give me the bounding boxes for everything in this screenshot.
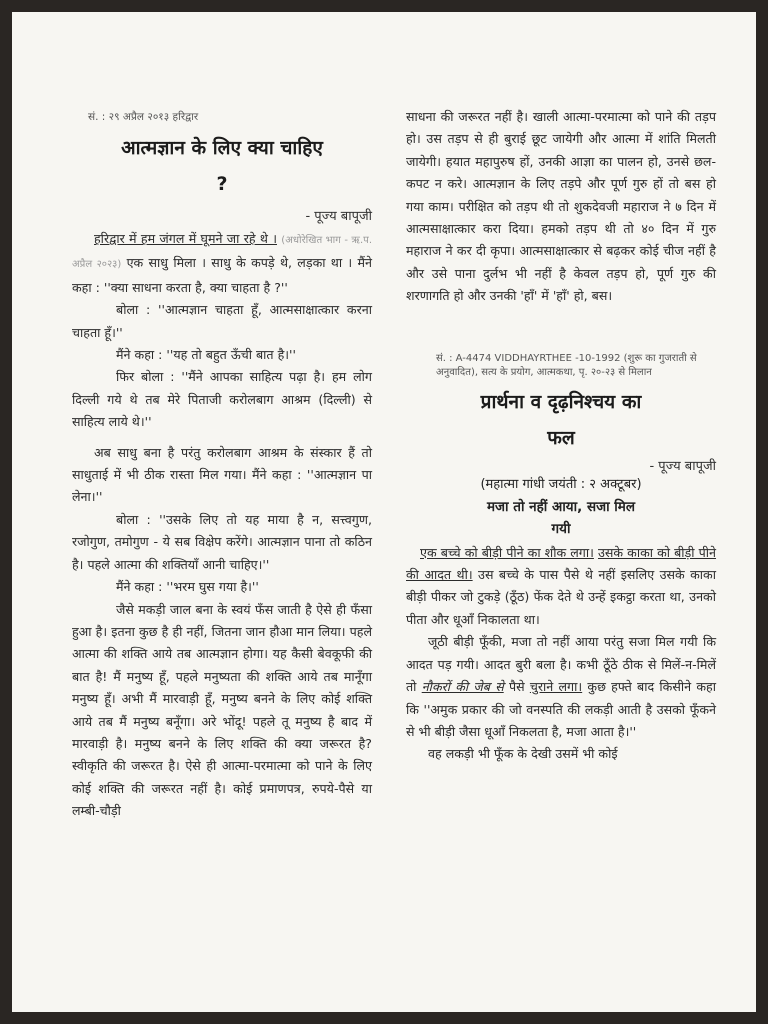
article2-lead-underlined-1: एक बच्चे को बीड़ी पीने का शौक लगा।	[420, 544, 594, 560]
article1-continuation: साधना की जरूरत नहीं है। खाली आत्मा-परमात्मा को पाने की तड़प हो। उस तड़प से ही बुराई छूट जायेगी और आत्मा में शांति मिलती जायेगी। हयात महापुरुष हों, उनकी आज्ञा का पालन हो, उनसे छल-कपट न करे। आत्मज्ञान के लिए तड़पे और पूर्ण गुरु हों तो बस हो गया काम। परीक्षित को तड़प थी तो शुकदेवजी महाराज ने ७ दिन में आत्मसाक्षात्कार करा दिया। हमको तड़प थी तो ४० दिन में गुरु महाराज ने कर दी कृपा। आत्मसाक्षात्कार से बढ़कर कोई चीज नहीं है और उसे पाना दुर्लभ भी नहीं है केवल तड़प हो, पूर्ण गुरु की शरणागति हो और उनकी 'हाँ' में 'हाँ' हो, बस।	[406, 109, 716, 304]
article2-occasion: (महात्मा गांधी जयंती : २ अक्टूबर)	[480, 476, 642, 492]
article2-lead-paragraph	[406, 542, 716, 632]
article1-title-line1: आत्मज्ञान के लिए क्या चाहिए	[121, 137, 323, 159]
article2-paragraph-2-part-c: कुछ हफ्ते बाद किसीने कहा कि ''अमुक प्रकार की जो वनस्पति की लकड़ी आती है उसको फूँकने से भी बीड़ी जैसा धूआँ निकलता है, मजा आता है।''	[406, 679, 716, 739]
article1-lead-rest: एक साधु मिला । साधु के कपड़े थे, लड़का था । मैंने कहा : ''क्या साधना करता है, क्या चाहता है ?''	[72, 255, 372, 295]
article1-byline: - पूज्य बापूजी	[305, 209, 372, 224]
article2-paragraph-2	[406, 631, 716, 743]
article2-lead-underlined-2: उसके काका को बीड़ी पीने की आदत थी।	[406, 544, 717, 583]
article1-paragraph-8: जैसे मकड़ी जाल बना के स्वयं फँस जाती है ऐसे ही फँसा हुआ है। इतना कुछ है ही नहीं, जितना जान हौआ मान लिया। पहले आत्मा की शक्ति आये तब आत्मज्ञान होगा। यह कैसी बेवकूफी की बात है! मैं मनुष्य हूँ, पहले मनुष्यता की शक्ति आये तब मानूँगा मनुष्य हूँ। अभी मैं मारवाड़ी हूँ, मनुष्य बनने के लिए कोई शक्ति आये तब मैं मनुष्य बनूँगा। अरे भोंदू! पहले तू मनुष्य है बाद में मारवाड़ी है। मनुष्य बनने के लिए शक्ति की क्या जरूरत है? स्वीकृति की जरूरत है। ऐसे ही आत्मा-परमात्मा को पाने के लिए कोई शक्ति की जरूरत नहीं है। कोई प्रमाणपत्र, रुपये-पैसे या लम्बी-चौड़ी	[72, 601, 372, 819]
article1-paragraph-5: अब साधु बना है परंतु करोलबाग आश्रम के संस्कार हैं तो साधुताई में भी ठीक रास्ता मिल गया। मैंने कहा : ''आत्मज्ञान पा लेना।''	[72, 444, 372, 505]
article2-source: सं. : A-4474 VIDDHAYRTHEE -10-1992 (शुरू का गुजराती से अनुवादित), सत्य के प्रयोग, आत्मकथा, पृ. २०-२३ से मिलान	[436, 352, 697, 378]
article1-lead-underlined: हरिद्वार में हम जंगल में घूमने जा रहे थे ।	[94, 231, 277, 246]
article1-paragraph-4: फिर बोला : ''मैंने आपका साहित्य पढ़ा है। हम लोग दिल्ली गये थे तब मेरे पिताजी करोलबाग आश्रम (दिल्ली) से साहित्य लाये थे।''	[72, 369, 372, 430]
article1-title-line2: ?	[216, 173, 228, 195]
article2-subtitle-line2: गयी	[551, 520, 571, 537]
article2-subtitle-line1: मजा तो नहीं आया, सजा मिल	[486, 498, 636, 515]
left-column	[72, 12, 372, 823]
article2-byline: - पूज्य बापूजी	[649, 458, 716, 474]
article2-paragraph-2-part-a: जूठी बीड़ी फूँकी, मजा तो नहीं आया परंतु सजा मिल गयी कि आदत पड़ गयी। आदत बुरी बला है। कभी ठूँठे ठीक से मिलें-न-मिलें तो	[406, 634, 716, 695]
article2-paragraph-2-underlined: चुराने लगा।	[529, 679, 583, 695]
article1-paragraph-2: बोला : ''आत्मज्ञान चाहता हूँ, आत्मसाक्षात्कार करना चाहता हूँ।''	[72, 302, 372, 340]
article2-paragraph-3: वह लकड़ी भी फूँक के देखी उसमें भी कोई	[428, 746, 618, 762]
article2-lead-rest: उस बच्चे के पास पैसे थे नहीं इसलिए उसके काका बीड़ी पीकर जो टुकड़े (ठूँठ) फेंक देते थे उन्हें इकट्ठा करता था, उनको पीता और धूआँ निकालता था।	[406, 567, 716, 627]
article1-paragraph-7: मैंने कहा : ''भरम घुस गया है।''	[116, 579, 259, 595]
article1-source: सं. : २९ अप्रैल २०१३ हरिद्वार	[88, 111, 199, 123]
article1-paragraph-6: बोला : ''उसके लिए तो यह माया है न, सत्त्वगुण, रजोगुण, तमोगुण - ये सब विक्षेप करेंगे। आत्मज्ञान पाना तो कठिन है। पहले आत्मा की शक्तियाँ आनी चाहिए।''	[72, 511, 372, 572]
article2-paragraph-2-part-b: पैसे	[503, 679, 530, 695]
article2-title-line1: प्रार्थना व दृढ़निश्चय का	[480, 390, 642, 413]
document-page	[12, 12, 756, 1012]
article1-lead-note: (अधोरेखित भाग - ऋ.प. अप्रैल २०२३)	[72, 235, 373, 271]
right-column	[406, 12, 716, 766]
article2-subtitle	[406, 496, 716, 540]
article1-paragraph-3: मैंने कहा : ''यह तो बहुत ऊँची बात है।''	[116, 347, 296, 363]
article1-title	[72, 130, 372, 202]
article2-paragraph-2-italic: नौकरों की जेब से	[421, 679, 504, 695]
article1-lead-paragraph	[72, 228, 372, 299]
article2-title	[406, 384, 716, 456]
article2-title-line2: फल	[547, 426, 575, 449]
